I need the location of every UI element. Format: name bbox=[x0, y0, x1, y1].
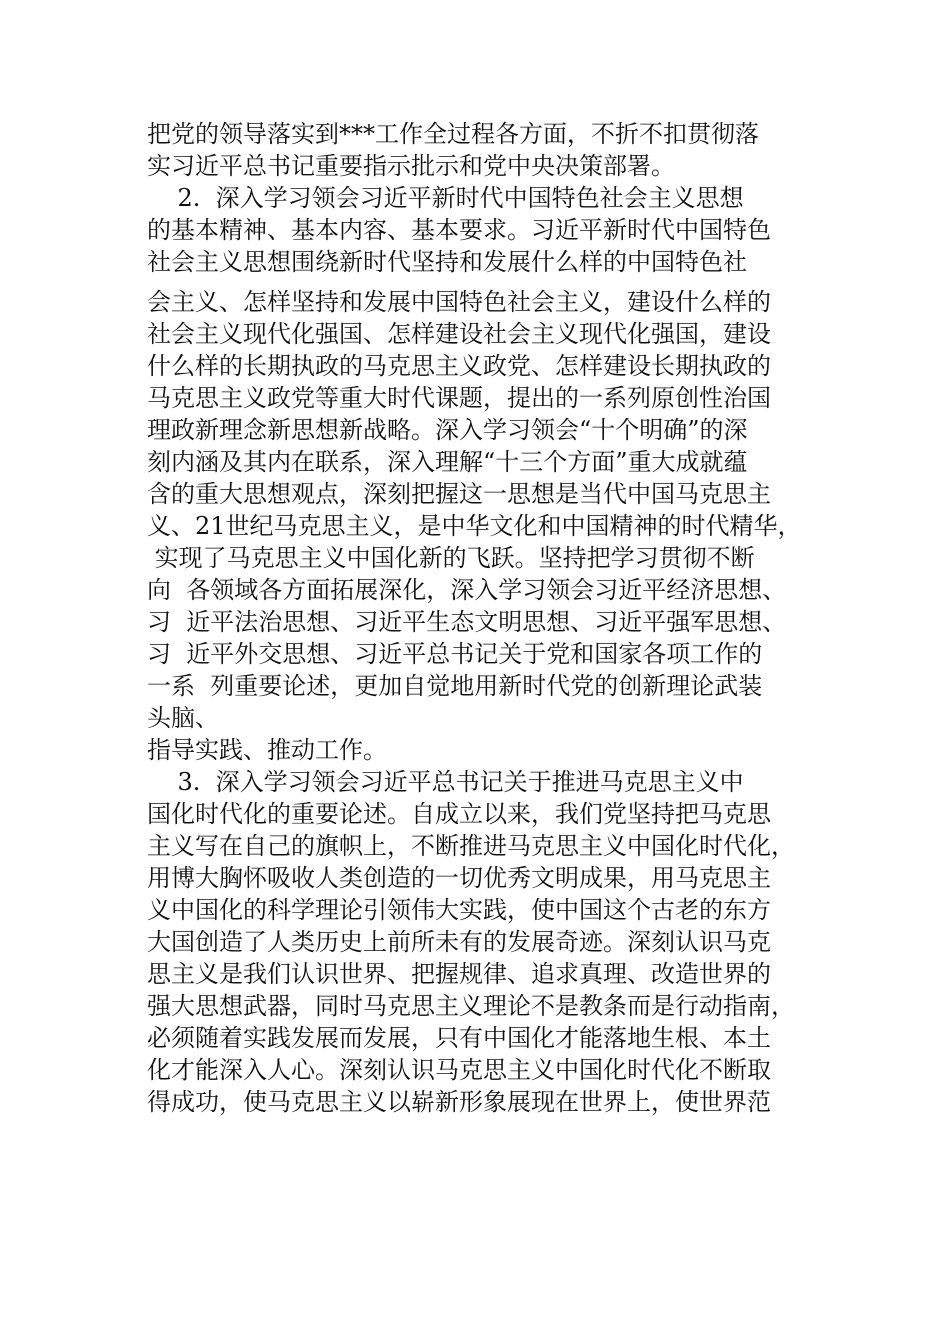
text-line: 2. 深入学习领会习近平新时代中国特色社会主义思想 bbox=[147, 184, 744, 212]
text-line: 实习近平总书记重要指示批示和党中央决策部署。 bbox=[147, 152, 675, 180]
text-line: 思主义是我们认识世界、把握规律、追求真理、改造世界的 bbox=[147, 960, 771, 988]
text-line: 必须随着实践发展而发展，只有中国化才能落地生根、本土 bbox=[147, 1024, 771, 1052]
text-line: 国化时代化的重要论述。自成立以来，我们党坚持把马克思 bbox=[147, 800, 771, 828]
text-line: 理政新理念新思想新战略。深入学习领会“十个明确”的深 bbox=[147, 416, 748, 444]
text-line: 马克思主义政党等重大时代课题，提出的一系列原创性治国 bbox=[147, 384, 771, 412]
text-line: 什么样的长期执政的马克思主义政党、怎样建设长期执政的 bbox=[147, 352, 771, 380]
text-line: 把党的领导落实到***工作全过程各方面，不折不扣贯彻落 bbox=[147, 120, 759, 148]
text-line: 得成功，使马克思主义以崭新形象展现在世界上，使世界范 bbox=[147, 1088, 771, 1116]
text-line: 的基本精神、基本内容、基本要求。习近平新时代中国特色 bbox=[147, 216, 771, 244]
body-text bbox=[147, 118, 827, 1118]
text-line: 社会主义思想围绕新时代坚持和发展什么样的中国特色社 bbox=[147, 248, 747, 276]
text-line: 义、21世纪马克思主义，是中华文化和中国精神的时代精华， bbox=[147, 512, 802, 540]
text-line: 强大思想武器，同时马克思主义理论不是教条而是行动指南， bbox=[147, 992, 795, 1020]
text-line: 指导实践、推动工作。 bbox=[147, 736, 387, 764]
text-line: 社会主义现代化强国、怎样建设社会主义现代化强国，建设 bbox=[147, 320, 771, 348]
text-line: 义中国化的科学理论引领伟大实践，使中国这个古老的东方 bbox=[147, 896, 771, 924]
text-line: 头脑、 bbox=[147, 704, 219, 732]
text-line: 主义写在自己的旗帜上，不断推进马克思主义中国化时代化， bbox=[147, 832, 795, 860]
text-line: 化才能深入人心。深刻认识马克思主义中国化时代化不断取 bbox=[147, 1056, 771, 1084]
text-line: 含的重大思想观点，深刻把握这一思想是当代中国马克思主 bbox=[147, 480, 771, 508]
text-line: 大国创造了人类历史上前所未有的发展奇迹。深刻认识马克 bbox=[147, 928, 771, 956]
text-line: 用博大胸怀吸收人类创造的一切优秀文明成果，用马克思主 bbox=[147, 864, 771, 892]
text-line: 习 近平法治思想、习近平生态文明思想、习近平强军思想、 bbox=[147, 608, 787, 636]
text-line: 刻内涵及其内在联系，深入理解“十三个方面”重大成就蕴 bbox=[147, 448, 748, 476]
text-line: 3. 深入学习领会习近平总书记关于推进马克思主义中 bbox=[147, 768, 744, 796]
text-line: 向 各领域各方面拓展深化，深入学习领会习近平经济思想、 bbox=[147, 576, 787, 604]
text-line: 会主义、怎样坚持和发展中国特色社会主义，建设什么样的 bbox=[147, 288, 771, 316]
text-line: 实现了马克思主义中国化新的飞跃。坚持把学习贯彻不断 bbox=[147, 544, 755, 572]
text-line: 一系 列重要论述，更加自觉地用新时代党的创新理论武装 bbox=[147, 672, 763, 700]
text-line: 习 近平外交思想、习近平总书记关于党和国家各项工作的 bbox=[147, 640, 763, 668]
